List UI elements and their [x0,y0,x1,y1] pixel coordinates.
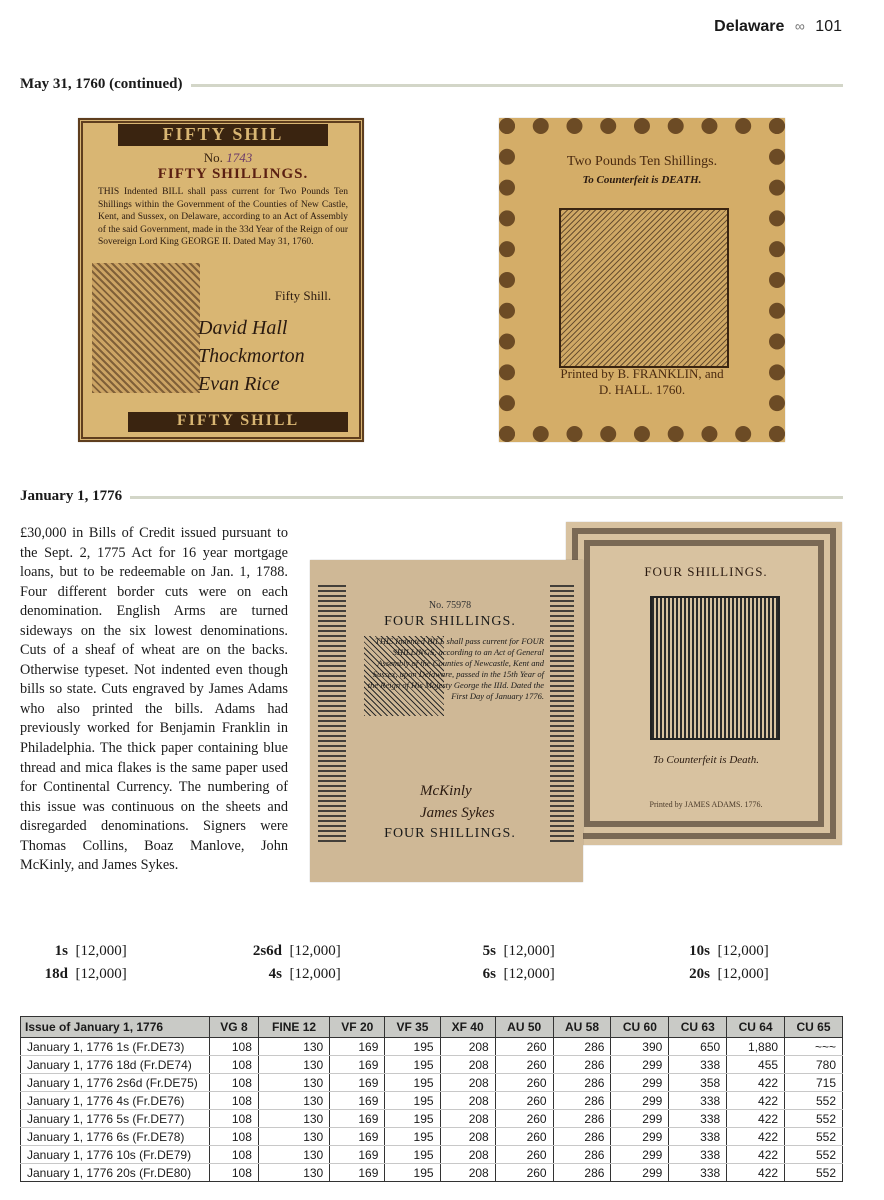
price-cell: 299 [611,1056,669,1074]
price-cell: 108 [210,1092,259,1110]
table-body [21,1038,843,1182]
issue-name-cell: January 1, 1776 20s (Fr.DE80) [21,1164,210,1182]
price-cell: 195 [385,1110,440,1128]
denom-item [470,963,680,986]
price-cell: 338 [669,1056,727,1074]
signature-2: Thockmorton [198,345,305,367]
column-header: AU 58 [553,1017,611,1038]
column-header: VF 20 [330,1017,385,1038]
section-rule [20,496,843,499]
signature-1: McKinly [420,783,472,799]
price-cell: 195 [385,1146,440,1164]
note-amount: Fifty Shill. [274,288,332,303]
price-cell: 195 [385,1092,440,1110]
price-cell: 169 [330,1164,385,1182]
price-cell: 108 [210,1110,259,1128]
price-cell: 338 [669,1146,727,1164]
price-cell: 108 [210,1146,259,1164]
price-cell: 169 [330,1056,385,1074]
price-cell: 130 [258,1128,329,1146]
price-cell: 338 [669,1092,727,1110]
price-cell: 169 [330,1110,385,1128]
denom-value: 5s [482,943,496,959]
price-cell: 108 [210,1074,259,1092]
price-cell: 130 [258,1038,329,1056]
price-cell: 130 [258,1092,329,1110]
price-cell: 299 [611,1164,669,1182]
price-cell: 299 [611,1092,669,1110]
denom-quantity: [12,000] [75,943,127,959]
table-row [21,1092,843,1110]
price-cell: 208 [440,1128,495,1146]
note-body-text: THIS Indented BILL shall pass current for FOUR SHILLINGS, according to an Act of General Assembly of the Counties of Newcastle, Kent and Sussex, upon Delaware, passed in the 15th Year of the Reign of His Majesty George the IIId. Dated the First Day of January 1776. [367,636,544,701]
column-header: Issue of January 1, 1776 [21,1017,210,1038]
note-number [158,150,298,166]
leaf-print-engraving [559,208,729,368]
price-cell: 338 [669,1110,727,1128]
price-cell: 299 [611,1110,669,1128]
issue-name-cell: January 1, 1776 5s (Fr.DE77) [21,1110,210,1128]
price-cell: 195 [385,1128,440,1146]
price-table [20,1016,843,1182]
price-cell: 108 [210,1128,259,1146]
column-header: CU 64 [727,1017,785,1038]
price-cell: 260 [495,1092,553,1110]
denom-value: 6s [482,966,496,982]
back-imprint: Printed by JAMES ADAMS. 1776. [649,800,763,809]
price-cell: 286 [553,1164,611,1182]
denom-item [470,940,680,963]
denom-quantity: [12,000] [717,943,769,959]
price-cell: 552 [785,1128,843,1146]
price-cell: 108 [210,1056,259,1074]
price-cell: 260 [495,1038,553,1056]
price-cell: 208 [440,1038,495,1056]
price-cell: 422 [727,1146,785,1164]
note-top-band: FIFTY SHIL [118,124,328,146]
price-cell: 208 [440,1146,495,1164]
denom-quantity: [12,000] [75,966,127,982]
note-number-label: No. [203,150,223,165]
column-header: CU 60 [611,1017,669,1038]
signature-1: David Hall [198,317,288,339]
denom-value: 20s [689,966,710,982]
column-header: AU 50 [495,1017,553,1038]
price-cell: 390 [611,1038,669,1056]
table-row [21,1038,843,1056]
issue-name-cell: January 1, 1776 6s (Fr.DE78) [21,1128,210,1146]
denom-item [232,963,442,986]
price-cell: 208 [440,1164,495,1182]
royal-arms-engraving [92,263,200,393]
price-cell: 299 [611,1074,669,1092]
price-cell: 299 [611,1128,669,1146]
denom-item [232,940,442,963]
issue-name-cell: January 1, 1776 18d (Fr.DE74) [21,1056,210,1074]
back-imprint-line2: D. HALL. 1760. [598,382,686,397]
note-denomination: FIFTY SHILLINGS. [157,166,309,182]
section-title-1776: January 1, 1776 [20,488,130,505]
border-cut-right [550,582,574,842]
price-cell: 208 [440,1092,495,1110]
price-cell: 260 [495,1146,553,1164]
price-cell: 130 [258,1164,329,1182]
price-cell: 299 [611,1146,669,1164]
back-imprint-line1: Printed by B. FRANKLIN, and [560,366,724,381]
back-warning: To Counterfeit is DEATH. [582,174,702,186]
price-cell: 195 [385,1164,440,1182]
price-cell: 286 [553,1074,611,1092]
price-cell: 422 [727,1074,785,1092]
price-cell: 130 [258,1110,329,1128]
note-1760-back [499,118,785,442]
price-cell: 260 [495,1128,553,1146]
issue-name-cell: January 1, 1776 10s (Fr.DE79) [21,1146,210,1164]
note-number: No. 75978 [428,600,472,611]
page-number: 101 [815,18,842,35]
price-cell: 422 [727,1092,785,1110]
price-cell: 208 [440,1074,495,1092]
price-cell: 169 [330,1146,385,1164]
signature-3: Evan Rice [198,373,280,395]
table-row [21,1074,843,1092]
column-header: VG 8 [210,1017,259,1038]
price-cell: 130 [258,1056,329,1074]
price-cell: 552 [785,1164,843,1182]
denom-item [40,940,250,963]
note-1776-back [566,522,842,845]
issue-name-cell: January 1, 1776 1s (Fr.DE73) [21,1038,210,1056]
price-cell: 260 [495,1164,553,1182]
price-cell: 338 [669,1164,727,1182]
column-header: VF 35 [385,1017,440,1038]
back-imprint [529,366,755,398]
denom-item [670,963,850,986]
denom-quantity: [12,000] [503,943,555,959]
price-cell: 130 [258,1146,329,1164]
price-cell: 422 [727,1110,785,1128]
price-cell: 286 [553,1056,611,1074]
price-cell: 650 [669,1038,727,1056]
price-cell: 260 [495,1056,553,1074]
note-1776-front [310,560,583,882]
note-bottom-band: FIFTY SHILL [128,412,348,432]
denom-value: 2s6d [252,943,282,959]
price-cell: 1,880 [727,1038,785,1056]
price-cell: 169 [330,1128,385,1146]
price-cell: 286 [553,1092,611,1110]
wheat-sheaf-engraving [650,596,780,740]
section-description: £30,000 in Bills of Credit issued pursuant to the Sept. 2, 1775 Act for 16 year mortgage loans, but to be redeemable on Jan. 1, 1788. Four different border cuts were on each denomination. English Arms are turned sideways on the six lowest denominations. Cuts of a sheaf of wheat are on the backs. Otherwise typeset. Not indented even though bills so state. Cuts engraved by James Adams who also printed the bills. Adams had previously worked for Benjamin Franklin in Philadelphia. The thick paper containing blue thread and mica flakes is the same paper used for Continental Currency. The numbering of this issue was continuous on the sheets and disregarded denominations. Signers were Thomas Collins, Boaz Manlove, John McKinly, and James Sykes. [20,525,288,874]
price-cell: 286 [553,1038,611,1056]
denom-quantity: [12,000] [289,966,341,982]
denom-quantity: [12,000] [503,966,555,982]
back-warning: To Counterfeit is Death. [653,754,759,766]
page-header [714,18,842,36]
table-row [21,1164,843,1182]
denom-item [670,940,850,963]
price-cell: 358 [669,1074,727,1092]
note-number-value: 1743 [226,150,253,165]
state-name: Delaware [714,18,785,35]
table-header-row [21,1017,843,1038]
denom-value: 10s [689,943,710,959]
signature-2: James Sykes [420,805,495,821]
price-cell: 208 [440,1056,495,1074]
price-cell: 552 [785,1110,843,1128]
price-cell: 780 [785,1056,843,1074]
note-body-text: THIS Indented BILL shall pass current for Two Pounds Ten Shillings within the Government of the Counties of New Castle, Kent, and Sussex, on Delaware, according to an Act of Assembly of the said Government, made in the 33d Year of the Reign of our Sovereign Lord King GEORGE II. Dated May 31, 1760. [98,187,348,247]
price-cell: 260 [495,1110,553,1128]
issue-name-cell: January 1, 1776 2s6d (Fr.DE75) [21,1074,210,1092]
column-header: FINE 12 [258,1017,329,1038]
price-cell: 715 [785,1074,843,1092]
price-cell: 195 [385,1056,440,1074]
denom-value: 4s [268,966,282,982]
price-cell: 286 [553,1110,611,1128]
table-row [21,1146,843,1164]
back-heading: FOUR SHILLINGS. [644,564,768,579]
price-cell: 169 [330,1038,385,1056]
price-cell: 169 [330,1074,385,1092]
column-header: CU 63 [669,1017,727,1038]
border-cut-left [318,582,346,842]
section-title-1760: May 31, 1760 (continued) [20,76,191,93]
price-cell: 286 [553,1128,611,1146]
table-row [21,1056,843,1074]
price-cell: 108 [210,1038,259,1056]
column-header: CU 65 [785,1017,843,1038]
price-cell: 455 [727,1056,785,1074]
issue-name-cell: January 1, 1776 4s (Fr.DE76) [21,1092,210,1110]
denom-value: 1s [54,943,68,959]
denom-quantity: [12,000] [717,966,769,982]
price-cell: 552 [785,1092,843,1110]
price-cell: 130 [258,1074,329,1092]
column-header: XF 40 [440,1017,495,1038]
denom-item [40,963,250,986]
note-heading: FOUR SHILLINGS. [384,614,516,629]
note-signatures [420,780,550,824]
price-cell: 338 [669,1128,727,1146]
note-1760-front [78,118,364,442]
price-cell: 208 [440,1110,495,1128]
back-heading: Two Pounds Ten Shillings. [566,154,718,169]
price-cell: 108 [210,1164,259,1182]
note-signatures [198,314,348,398]
price-cell: 422 [727,1164,785,1182]
price-cell: 260 [495,1074,553,1092]
denom-quantity: [12,000] [289,943,341,959]
price-cell: 422 [727,1128,785,1146]
price-cell: ~~~ [785,1038,843,1056]
price-cell: 286 [553,1146,611,1164]
price-cell: 195 [385,1038,440,1056]
table-row [21,1128,843,1146]
table-row [21,1110,843,1128]
price-cell: 552 [785,1146,843,1164]
price-cell: 169 [330,1092,385,1110]
note-footer: FOUR SHILLINGS. [384,826,516,841]
chain-link-icon: ∞ [794,18,805,34]
price-cell: 195 [385,1074,440,1092]
denom-value: 18d [44,966,68,982]
